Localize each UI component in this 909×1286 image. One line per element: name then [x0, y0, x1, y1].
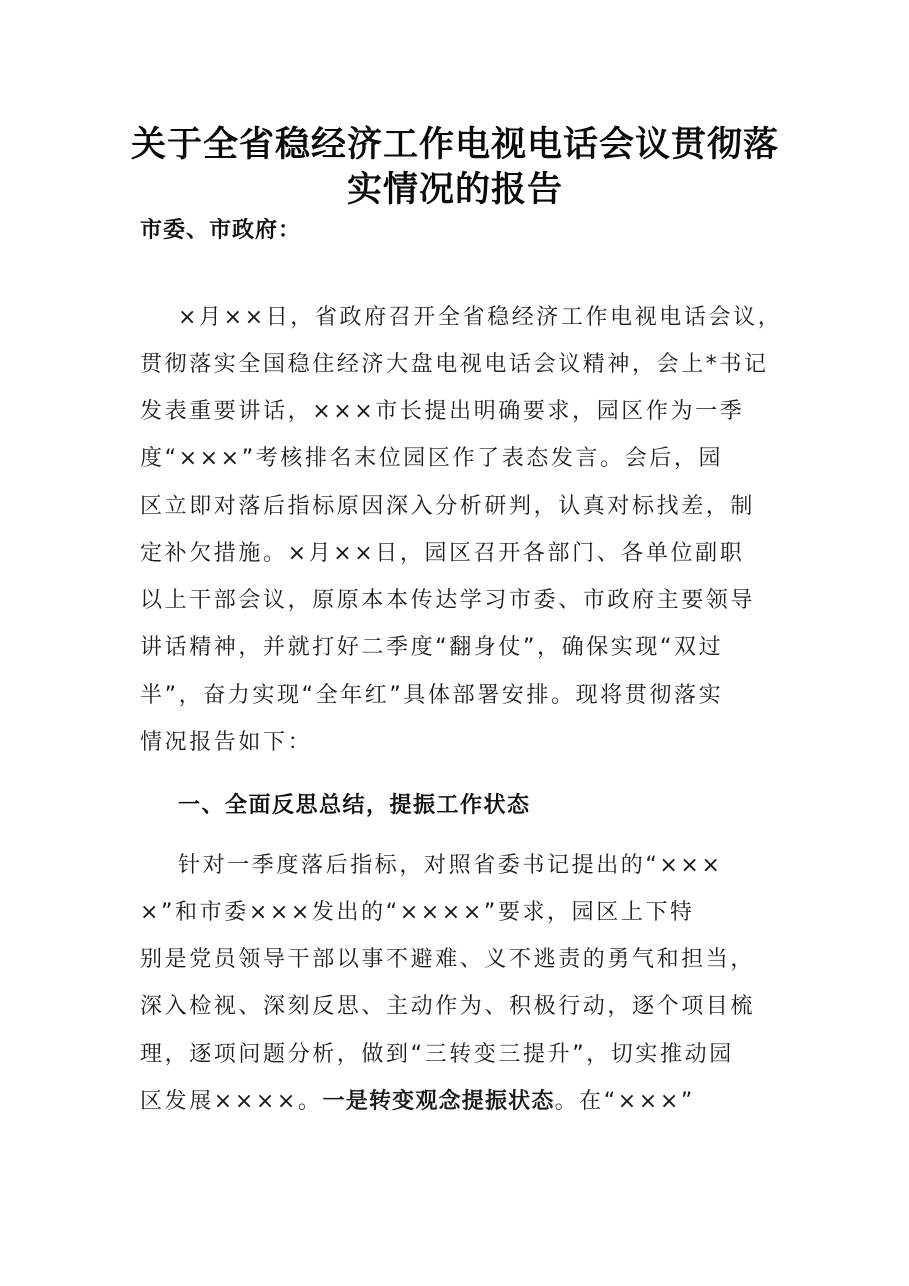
paragraph-1-line-2: 贯彻落实全国稳住经济大盘电视电话会议精神，会上*书记 — [140, 352, 769, 377]
paragraph-1-line-5: 区立即对落后指标原因深入分析研判，认真对标找差，制 — [140, 494, 756, 519]
paragraph-2-line-6 — [140, 1086, 695, 1118]
document-title-line-1: 关于全省稳经济工作电视电话会议贯彻落 — [130, 124, 779, 165]
paragraph-2-bold-phrase: 一是转变观念提振状态 — [322, 1089, 555, 1114]
paragraph-2-line-6-prefix: 区发展××××。 — [140, 1089, 323, 1114]
paragraph-2-line-4: 深入检视、深刻反思、主动作为、积极行动，逐个项目梳 — [140, 994, 756, 1019]
salutation: 市委、市政府： — [140, 218, 302, 243]
paragraph-2-line-6-suffix: 。在“×××” — [554, 1089, 695, 1114]
paragraph-1-line-4: 度“×××”考核排名末位园区作了表态发言。会后，园 — [140, 446, 724, 471]
paragraph-1-line-7: 以上干部会议，原原本本传达学习市委、市政府主要领导 — [140, 588, 756, 613]
document-title-line-2: 实情况的报告 — [346, 169, 563, 210]
paragraph-2-line-5: 理，逐项问题分析，做到“三转变三提升”，切实推动园 — [140, 1042, 734, 1067]
paragraph-1-line-8: 讲话精神，并就打好二季度“翻身仗”，确保实现“双过 — [140, 635, 724, 660]
paragraph-1-line-10: 情况报告如下： — [140, 730, 313, 755]
paragraph-1-line-3: 发表重要讲话，×××市长提出明确要求，园区作为一季 — [140, 399, 745, 424]
paragraph-2-line-3: 别是党员领导干部以事不避难、义不逃责的勇气和担当， — [140, 947, 756, 972]
paragraph-2-line-2: ×”和市委×××发出的“××××”要求，园区上下特 — [140, 900, 695, 925]
paragraph-1-line-9: 半”，奋力实现“全年红”具体部署安排。现将贯彻落实 — [140, 683, 724, 708]
paragraph-1-line-6: 定补欠措施。×月××日，园区召开各部门、各单位副职 — [140, 541, 745, 566]
paragraph-2-line-1: 针对一季度落后指标，对照省委书记提出的“××× — [178, 853, 723, 878]
section-1-heading: 一、全面反思总结，提振工作状态 — [178, 793, 531, 818]
paragraph-1-line-1: ×月××日，省政府召开全省稳经济工作电视电话会议， — [178, 305, 783, 330]
